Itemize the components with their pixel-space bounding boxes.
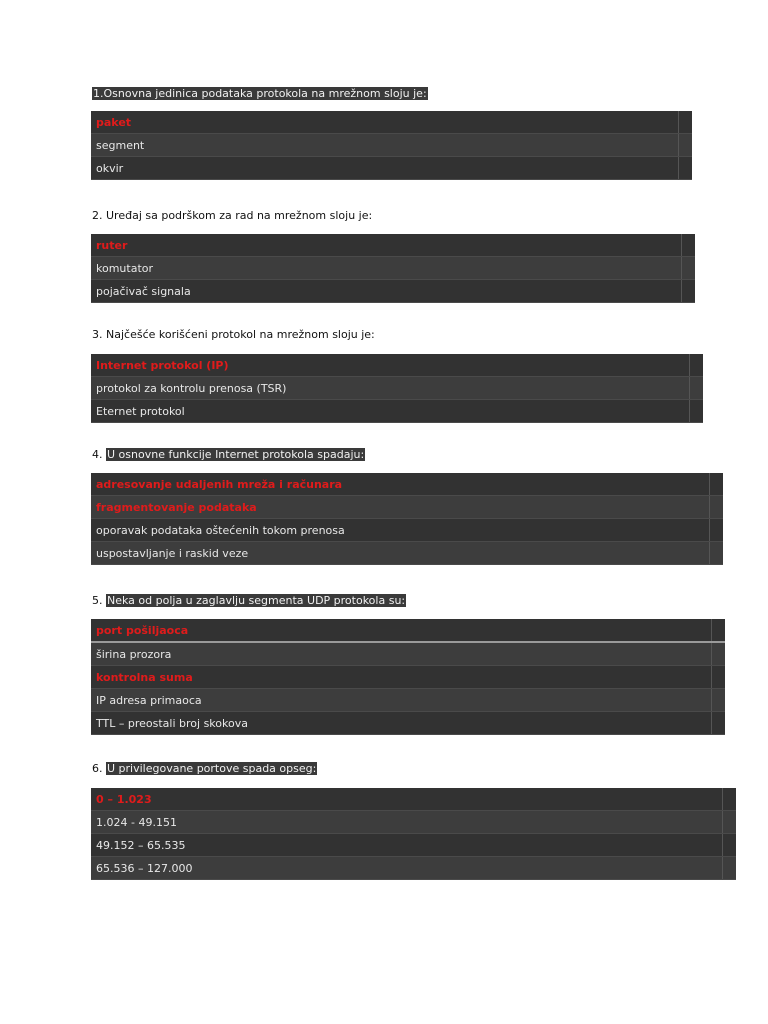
answer-text: fragmentovanje podataka [91, 496, 709, 519]
question-5-text: Neka od polja u zaglavlju segmenta UDP protokola su: [107, 594, 406, 607]
cell-spacer [722, 857, 736, 880]
cell-spacer [709, 473, 723, 496]
answer-text: 1.024 - 49.151 [91, 811, 722, 834]
answer-row [91, 811, 736, 834]
answer-table-1 [91, 111, 692, 180]
answer-row [91, 257, 695, 280]
cell-spacer [681, 234, 695, 257]
answer-row [91, 857, 736, 880]
cell-spacer [689, 377, 703, 400]
answer-text: port pošiljaoca [91, 619, 711, 642]
question-5 [92, 594, 406, 608]
cell-spacer [711, 666, 725, 689]
answer-text: paket [91, 111, 678, 134]
cell-spacer [689, 400, 703, 423]
answer-text: oporavak podataka oštećenih tokom prenosa [91, 519, 709, 542]
answer-row [91, 788, 736, 811]
cell-spacer [711, 689, 725, 712]
answer-row [91, 473, 723, 496]
cell-spacer [678, 111, 692, 134]
answer-text: adresovanje udaljenih mreža i računara [91, 473, 709, 496]
cell-spacer [709, 496, 723, 519]
answer-text: Eternet protokol [91, 400, 689, 423]
answer-text: komutator [91, 257, 681, 280]
cell-spacer [678, 134, 692, 157]
answer-row [91, 111, 692, 134]
answer-text: protokol za kontrolu prenosa (TSR) [91, 377, 689, 400]
cell-spacer [689, 354, 703, 377]
answer-text: IP adresa primaoca [91, 689, 711, 712]
question-4-number: 4. [92, 448, 103, 461]
question-1-text: 1.Osnovna jedinica podataka protokola na mrežnom sloju je: [93, 87, 427, 100]
answer-text: segment [91, 134, 678, 157]
answer-row [91, 712, 725, 735]
cell-spacer [722, 788, 736, 811]
answer-row [91, 542, 723, 565]
answer-row [91, 377, 703, 400]
answer-table-5 [91, 619, 725, 735]
answer-row [91, 519, 723, 542]
answer-table-2 [91, 234, 695, 303]
cell-spacer [722, 834, 736, 857]
question-4 [92, 448, 365, 462]
answer-row [91, 834, 736, 857]
answer-row [91, 354, 703, 377]
answer-text: 49.152 – 65.535 [91, 834, 722, 857]
answer-row [91, 666, 725, 689]
answer-row [91, 619, 725, 642]
cell-spacer [722, 811, 736, 834]
answer-row [91, 280, 695, 303]
cell-spacer [711, 642, 725, 666]
cell-spacer [709, 542, 723, 565]
cell-spacer [709, 519, 723, 542]
answer-table-4 [91, 473, 723, 565]
answer-text: kontrolna suma [91, 666, 711, 689]
cell-spacer [681, 257, 695, 280]
answer-text: Internet protokol (IP) [91, 354, 689, 377]
answer-text: ruter [91, 234, 681, 257]
question-6-text: U privilegovane portove spada opseg: [107, 762, 317, 775]
answer-text: TTL – preostali broj skokova [91, 712, 711, 735]
question-6-number: 6. [92, 762, 103, 775]
answer-row [91, 134, 692, 157]
question-6 [92, 762, 317, 776]
answer-text: pojačivač signala [91, 280, 681, 303]
cell-spacer [711, 619, 725, 642]
cell-spacer [678, 157, 692, 180]
question-3-text: 3. Najčešće korišćeni protokol na mrežnom sloju je: [92, 328, 375, 341]
cell-spacer [681, 280, 695, 303]
cell-spacer [711, 712, 725, 735]
question-2 [92, 209, 372, 223]
answer-text: okvir [91, 157, 678, 180]
answer-table-3 [91, 354, 703, 423]
question-2-text: 2. Uređaj sa podrškom za rad na mrežnom sloju je: [92, 209, 373, 222]
answer-text: širina prozora [91, 642, 711, 666]
answer-row [91, 400, 703, 423]
question-3 [92, 328, 375, 342]
answer-text: uspostavljanje i raskid veze [91, 542, 709, 565]
answer-row [91, 496, 723, 519]
answer-text: 65.536 – 127.000 [91, 857, 722, 880]
answer-row [91, 642, 725, 666]
question-4-text: U osnovne funkcije Internet protokola spadaju: [107, 448, 365, 461]
answer-row [91, 157, 692, 180]
answer-row [91, 689, 725, 712]
answer-text: 0 – 1.023 [91, 788, 722, 811]
question-1 [92, 87, 428, 101]
answer-row [91, 234, 695, 257]
question-5-number: 5. [92, 594, 103, 607]
answer-table-6 [91, 788, 736, 880]
